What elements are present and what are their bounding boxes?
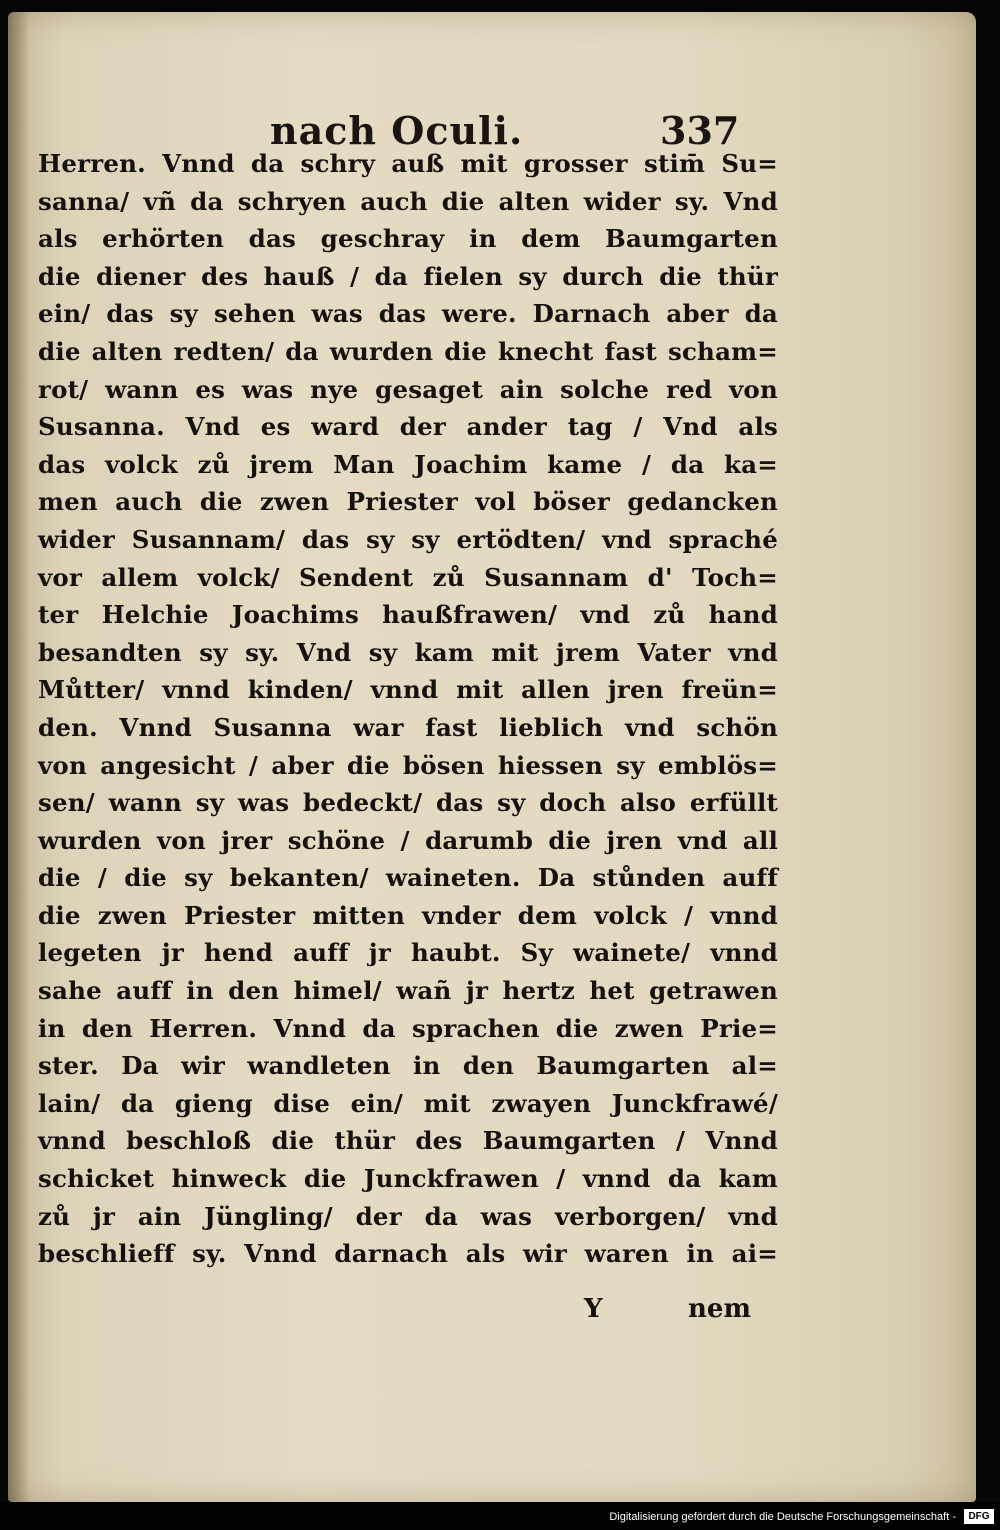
text-line: sen/ wann sy was bedeckt/ das sy doch also erfüllt [38, 788, 778, 818]
page-gutter-shadow [8, 12, 30, 1502]
text-line: schicket hinweck die Junckfrawen / vnnd da kam [38, 1164, 778, 1194]
catchword: nem [688, 1294, 751, 1324]
dfg-logo: DFG [964, 1509, 994, 1524]
text-line: Můtter/ vnnd kinden/ vnnd mit allen jren freün= [38, 675, 778, 705]
text-line: lain/ da gieng dise ein/ mit zwayen Junckfrawé/ [38, 1088, 778, 1118]
footer-bar [0, 1502, 1000, 1530]
body-text [38, 145, 778, 1273]
text-line: die zwen Priester mitten vnder dem volck / vnnd [38, 900, 778, 930]
book-page [8, 12, 976, 1502]
text-line: sanna/ vñ da schryen auch die alten wider sy. Vnd [38, 186, 778, 216]
text-line: ein/ das sy sehen was das were. Darnach aber da [38, 299, 778, 329]
funding-credit: Digitalisierung gefördert durch die Deutsche Forschungsgemeinschaft - [609, 1511, 956, 1523]
text-line: zů jr ain Jüngling/ der da was verborgen/ vnd [38, 1201, 778, 1231]
text-line: besandten sy sy. Vnd sy kam mit jrem Vater vnd [38, 637, 778, 667]
text-line: den. Vnnd Susanna war fast lieblich vnd schön [38, 712, 778, 742]
text-line: die / die sy bekanten/ waineten. Da stůnden auff [38, 863, 778, 893]
text-line: als erhörten das geschray in dem Baumgarten [38, 224, 778, 254]
text-line: Herren. Vnnd da schry auß mit grosser stim̄ Su= [38, 149, 778, 178]
text-line: sahe auff in den himel/ wañ jr hertz het getrawen [38, 976, 778, 1006]
text-line: das volck zů jrem Man Joachim kame / da ka= [38, 449, 778, 479]
text-line: die alten redten/ da wurden die knecht fast scham= [38, 336, 778, 366]
text-line: ster. Da wir wandleten in den Baumgarten al= [38, 1051, 778, 1081]
text-line: in den Herren. Vnnd da sprachen die zwen Prie= [38, 1013, 778, 1043]
text-line: beschlieff sy. Vnnd darnach als wir waren in ai= [38, 1239, 778, 1269]
text-line: vnnd beschloß die thür des Baumgarten / Vnnd [38, 1126, 778, 1156]
text-line: vor allem volck/ Sendent zů Susannam d' Toch= [38, 562, 778, 592]
page-foot [8, 1294, 976, 1334]
signature-mark: Y [584, 1294, 603, 1324]
text-line: die diener des hauß / da fielen sy durch die thür [38, 261, 778, 291]
text-line: ter Helchie Joachims haußfrawen/ vnd zů hand [38, 600, 778, 630]
text-line: wurden von jrer schöne / darumb die jren vnd all [38, 825, 778, 855]
text-line: rot/ wann es was nye gesaget ain solche red von [38, 374, 778, 404]
page-number: 337 [660, 108, 740, 153]
text-line: wider Susannam/ das sy sy ertödten/ vnd spraché [38, 524, 778, 554]
running-title: nach Oculi. [270, 108, 524, 153]
text-line: von angesicht / aber die bösen hiessen sy emblös= [38, 750, 778, 780]
text-line: legeten jr hend auff jr haubt. Sy wainete/ vnnd [38, 938, 778, 968]
text-line: men auch die zwen Priester vol böser gedancken [38, 487, 778, 517]
text-line: Susanna. Vnd es ward der ander tag / Vnd als [38, 412, 778, 442]
